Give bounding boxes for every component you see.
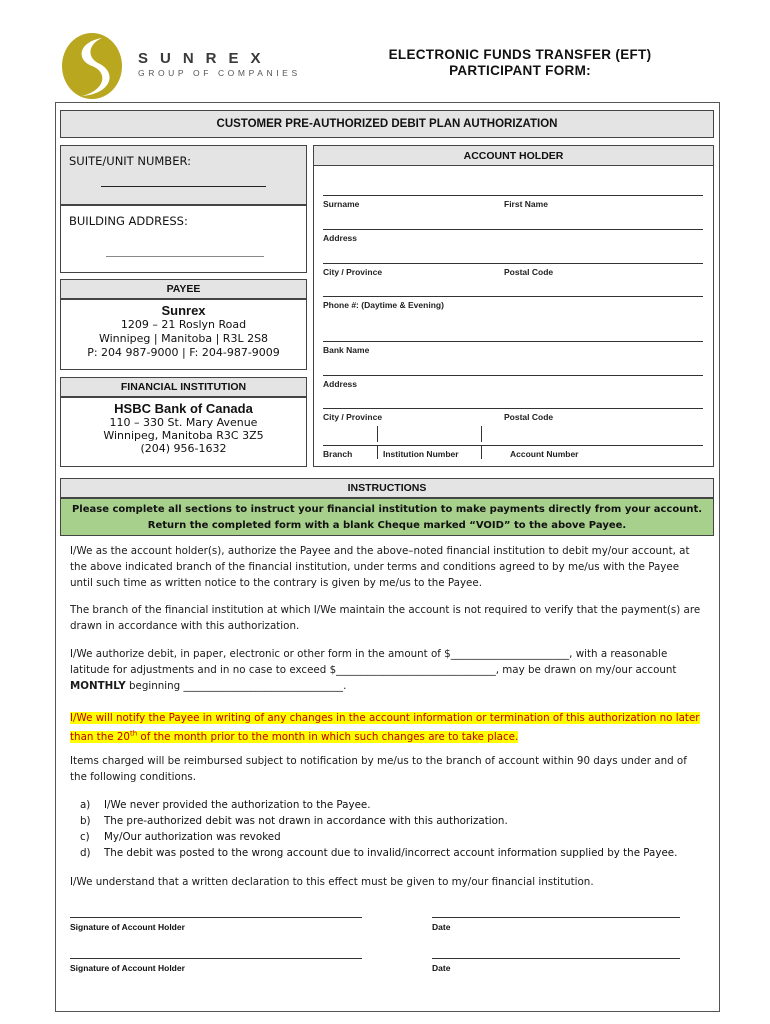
signature-label-2: Signature of Account Holder <box>70 963 185 973</box>
bank-name-label: Bank Name <box>323 345 370 355</box>
city-province-label: City / Province <box>323 267 383 277</box>
para3-monthly: MONTHLY <box>70 680 126 692</box>
payee-address1: 1209 – 21 Roslyn Road <box>120 318 247 331</box>
paragraph-5: I/We understand that a written declaration to this effect must be given to my/our financial institution. <box>70 876 594 888</box>
branch-field[interactable] <box>323 445 703 446</box>
phone-field[interactable] <box>323 296 703 297</box>
main-heading: CUSTOMER PRE-AUTHORIZED DEBIT PLAN AUTHORIZATION <box>60 110 714 138</box>
branch-label: Branch <box>323 449 353 459</box>
paragraph-2: The branch of the financial institution at which I/We maintain the account is not required to verify that the payment(s) are drawn in accordance with this authorization. <box>70 604 701 632</box>
first-name-label: First Name <box>504 199 548 209</box>
suite-label: SUITE/UNIT NUMBER: <box>69 154 191 168</box>
surname-label: Surname <box>323 199 360 209</box>
account-holder-section <box>313 145 714 467</box>
para3-text-b: beginning _______________________________. <box>125 680 347 692</box>
institution-number-label: Institution Number <box>383 449 459 459</box>
instructions-note <box>60 498 714 536</box>
phone-label: Phone #: (Daytime & Evening) <box>323 300 444 310</box>
bank-city-field[interactable] <box>323 408 703 409</box>
account-holder-heading: ACCOUNT HOLDER <box>314 146 713 166</box>
building-label: BUILDING ADDRESS: <box>69 214 188 228</box>
date-label-2: Date <box>432 963 451 973</box>
signature-label-1: Signature of Account Holder <box>70 922 185 932</box>
building-section <box>60 205 307 273</box>
list-letter: a) <box>80 799 91 811</box>
suite-section <box>60 145 307 205</box>
list-letter: d) <box>80 847 91 859</box>
paragraph-4: Items charged will be reimbursed subject to notification by me/us to the branch of account within 90 days under and of the following conditions. <box>70 755 687 783</box>
highlight-text-a: I/We will notify the Payee in writing of any changes in the account information or termination of this authorization no later than the 20 <box>70 712 700 744</box>
title-line-2: PARTICIPANT FORM: <box>449 63 591 78</box>
city-province-field[interactable] <box>323 263 703 264</box>
list-text: The pre-authorized debit was not drawn in accordance with this authorization. <box>104 815 508 827</box>
list-letter: b) <box>80 815 91 827</box>
highlight-sup: th <box>129 730 138 738</box>
bank-name-field[interactable] <box>323 341 703 342</box>
payee-address2: Winnipeg | Manitoba | R3L 2S8 <box>98 332 269 345</box>
page-title <box>330 47 710 79</box>
list-text: I/We never provided the authorization to the Payee. <box>104 799 371 811</box>
bank-address-label: Address <box>323 379 358 389</box>
payee-heading: PAYEE <box>60 279 307 299</box>
date-label-1: Date <box>432 922 451 932</box>
signature-line-1[interactable] <box>70 917 362 918</box>
fin-phone: (204) 956-1632 <box>140 442 227 455</box>
date-line-1[interactable] <box>432 917 680 918</box>
fin-address1: 110 – 330 St. Mary Avenue <box>109 416 258 429</box>
bank-city-label: City / Province <box>323 412 383 422</box>
fin-heading: FINANCIAL INSTITUTION <box>60 377 307 397</box>
list-item <box>80 845 710 861</box>
institution-divider <box>481 426 482 442</box>
branch-divider-2 <box>377 446 378 459</box>
note-line-1: Please complete all sections to instruct your financial institution to make payments directly from your account. <box>71 504 703 515</box>
building-input-line[interactable] <box>106 256 264 257</box>
list-text: The debit was posted to the wrong account due to invalid/incorrect account information supplied by the Payee. <box>104 847 678 859</box>
list-text: My/Our authorization was revoked <box>104 831 281 843</box>
address-field[interactable] <box>323 229 703 230</box>
fin-name: HSBC Bank of Canada <box>114 401 253 416</box>
note-line-2: Return the completed form with a blank Cheque marked “VOID” to the above Payee. <box>147 520 627 531</box>
fin-address2: Winnipeg, Manitoba R3C 3Z5 <box>103 429 264 442</box>
institution-divider-2 <box>481 446 482 459</box>
payee-phone: P: 204 987-9000 | F: 204-987-9009 <box>87 346 280 359</box>
highlight-text-b: of the month prior to the month in which such changes are to take place. <box>137 731 519 744</box>
postal-code-label: Postal Code <box>504 267 554 277</box>
logo-name: SUNREX <box>138 50 273 67</box>
sunrex-logo-icon <box>58 30 138 102</box>
address-label: Address <box>323 233 358 243</box>
signature-line-2[interactable] <box>70 958 362 959</box>
account-number-label: Account Number <box>510 449 579 459</box>
logo-subtitle: GROUP OF COMPANIES <box>138 68 301 78</box>
payee-details <box>60 299 307 370</box>
bank-postal-label: Postal Code <box>504 412 554 422</box>
fin-details <box>60 397 307 467</box>
surname-field[interactable] <box>323 195 703 196</box>
list-letter: c) <box>80 831 90 843</box>
suite-input-line[interactable] <box>101 186 266 187</box>
paragraph-1: I/We as the account holder(s), authorize the Payee and the above–noted financial institution to debit my/our account, at the above indicated branch of the financial institution, under terms and conditions agreed to by me/us with the Payee until such time as written notice to the contrary is given by me/us to the Payee. <box>70 545 690 589</box>
list-item <box>80 829 710 845</box>
title-line-1: ELECTRONIC FUNDS TRANSFER (EFT) <box>388 47 652 62</box>
date-line-2[interactable] <box>432 958 680 959</box>
highlight-paragraph <box>70 710 705 745</box>
instructions-heading: INSTRUCTIONS <box>60 478 714 498</box>
list-item <box>80 797 710 813</box>
branch-divider <box>377 426 378 442</box>
bank-address-field[interactable] <box>323 375 703 376</box>
para3-text-a: I/We authorize debit, in paper, electronic or other form in the amount of $_______________________, with a reasonable latitude for adjustments and in no case to exceed $_______________________________, may be drawn on my/our account <box>70 648 677 676</box>
conditions-list <box>80 797 710 861</box>
list-item <box>80 813 710 829</box>
paragraph-3 <box>70 646 705 694</box>
payee-name: Sunrex <box>161 303 206 318</box>
